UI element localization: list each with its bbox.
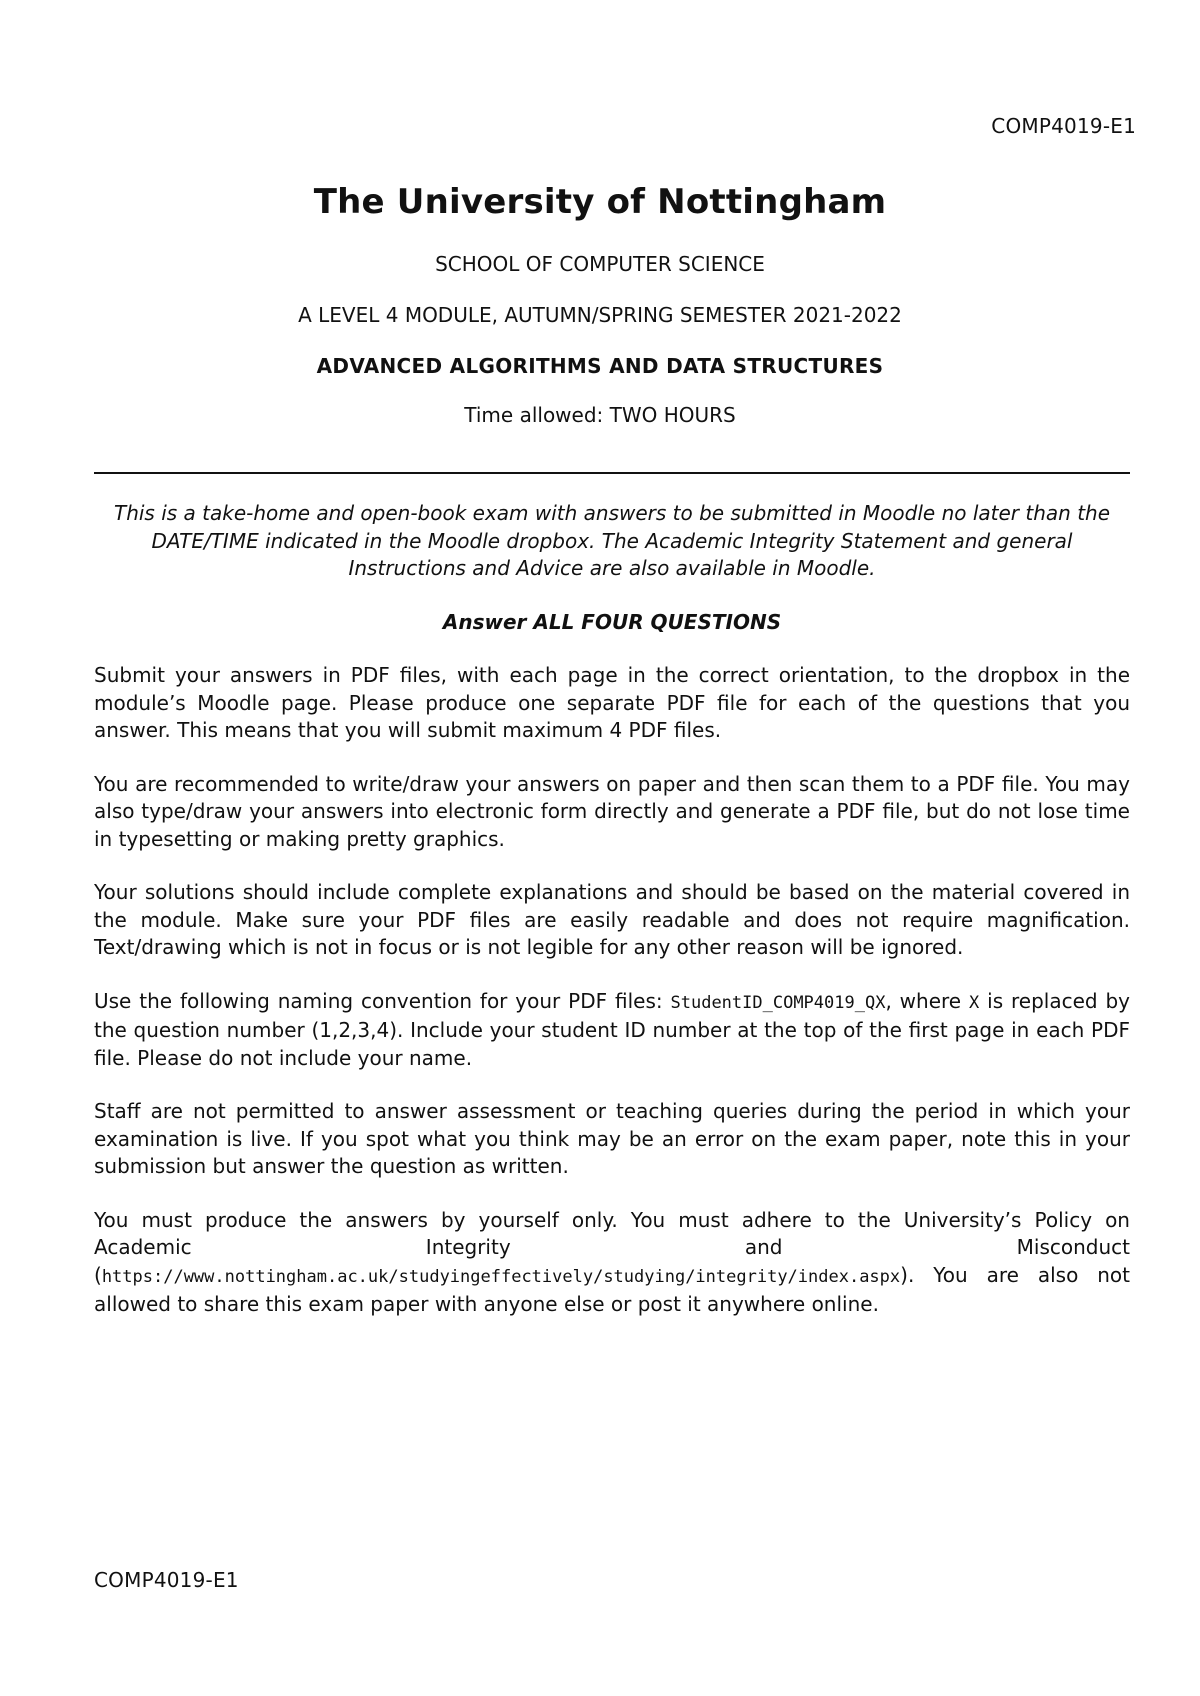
time-allowed: Time allowed: TWO HOURS: [464, 403, 736, 427]
instructions-body: [94, 500, 1130, 1319]
policy-paragraph: [94, 1207, 1130, 1319]
naming-filename: StudentID_COMP4019_QX: [670, 992, 886, 1013]
recommend-paragraph: You are recommended to write/draw your answers on paper and then scan them to a PDF file. You may also type/draw your answers into electronic form directly and generate a PDF file, but do not lose time in typesetting or making pretty graphics.: [94, 771, 1130, 851]
module-line: A LEVEL 4 MODULE, AUTUMN/SPRING SEMESTER 2021-2022: [298, 303, 902, 327]
policy-text-after: ). You are also not allowed to share this exam paper with anyone else or post it anywhere online.: [94, 1262, 1130, 1316]
page-code-top: COMP4019-E1: [991, 114, 1136, 138]
submit-paragraph: Submit your answers in PDF files, with each page in the correct orientation, to the dropbox in the module’s Moodle page. Please produce one separate PDF file for each of the questions that you answer. This means that you will submit maximum 4 PDF files.: [94, 663, 1130, 742]
staff-paragraph: Staff are not permitted to answer assessment or teaching queries during the period in which your examination is live. If you spot what you think may be an error on the exam paper, note this in your submission but answer the question as written.: [94, 1099, 1130, 1178]
naming-paragraph: [94, 988, 1130, 1073]
university-title: The University of Nottingham: [313, 182, 887, 222]
policy-url-link[interactable]: https://www.nottingham.ac.uk/studyingeffectively/studying/integrity/index.aspx: [101, 1266, 901, 1287]
naming-text-after: is replaced by the question number (1,2,3,4). Include your student ID number at the top of the first page in each PDF file. Please do not include your name.: [94, 988, 1131, 1070]
page-code-bottom: COMP4019-E1: [94, 1568, 239, 1592]
naming-text-before: Use the following naming convention for your PDF files:: [94, 988, 671, 1013]
solutions-paragraph: Your solutions should include complete explanations and should be based on the material covered in the module. Make sure your PDF files are easily readable and does not require magnification. Text/drawing which is not in focus or is not legible for any other reason will be ignored.: [94, 880, 1130, 959]
intro-paragraph: This is a take-home and open-book exam with answers to be submitted in Moodle no later than the DATE/TIME indicated in the Moodle dropbox. The Academic Integrity Statement and general Instructions and Advice are also available in Moodle.: [113, 501, 1111, 580]
answer-all-heading: Answer ALL FOUR QUESTIONS: [442, 609, 782, 634]
naming-variable: X: [969, 992, 980, 1013]
policy-text-before: You must produce the answers by yourself only. You must adhere to the University’s Policy on Academic Integrity and Misconduct (: [94, 1207, 1130, 1287]
horizontal-rule: [94, 472, 1130, 474]
school-name: SCHOOL OF COMPUTER SCIENCE: [435, 252, 765, 276]
title-block: [0, 182, 1200, 427]
course-title: ADVANCED ALGORITHMS AND DATA STRUCTURES: [316, 354, 884, 378]
naming-text-middle: , where: [885, 988, 969, 1013]
